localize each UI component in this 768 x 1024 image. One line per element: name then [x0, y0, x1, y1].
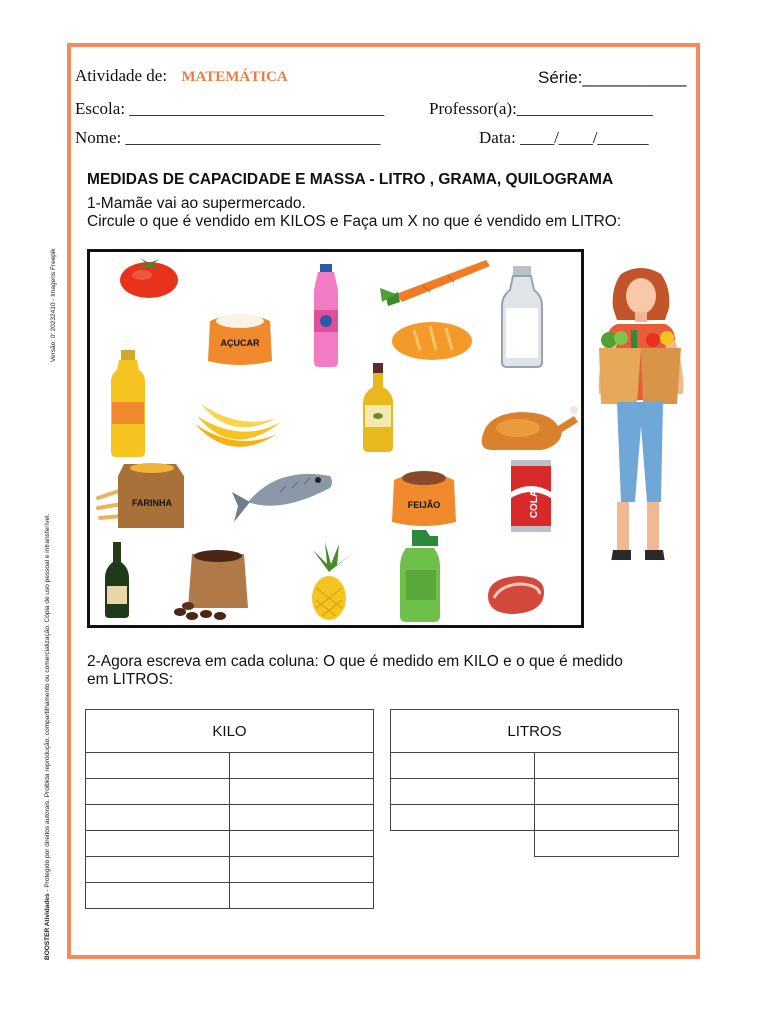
products-image-box: [87, 249, 584, 628]
flour-label: FARINHA: [132, 498, 172, 508]
rights-text: - Protegido por direitos autorais. Proibida reprodução, compartilhamento ou comercialização. Cópia de uso pessoal e intransferível.: [44, 513, 51, 892]
fish-image[interactable]: [230, 462, 334, 530]
carrot-image[interactable]: [378, 258, 490, 308]
oil-bottle-image[interactable]: [108, 350, 148, 458]
question-2-line-2: em LITROS:: [87, 671, 174, 688]
version-notice: Versão: 0' 20232410 - Imagens Freepik: [50, 248, 57, 362]
milk-bottle-image[interactable]: [500, 266, 544, 368]
soda-bottle-image[interactable]: [307, 264, 345, 368]
kilo-cell[interactable]: [230, 805, 374, 831]
kilo-cell[interactable]: [86, 753, 230, 779]
pineapple-image[interactable]: [304, 542, 354, 622]
nome-field[interactable]: Nome: ______________________________: [75, 128, 381, 147]
litros-table-header: LITROS: [391, 710, 679, 753]
flour-bag-image[interactable]: [96, 458, 188, 532]
sugar-bag-image[interactable]: [206, 309, 274, 367]
activity-line: [75, 66, 288, 86]
activity-label: Atividade de:: [75, 66, 168, 85]
beans-label: FEIJÃO: [407, 500, 441, 510]
bread-image[interactable]: [390, 320, 474, 362]
kilo-cell[interactable]: [230, 779, 374, 805]
beans-bag-image[interactable]: [390, 466, 458, 528]
escola-field[interactable]: Escola: ______________________________: [75, 99, 385, 118]
cola-can-image[interactable]: [509, 458, 553, 534]
copyright-notice: [44, 514, 51, 960]
cola-label: COLA: [529, 489, 540, 519]
roast-chicken-image[interactable]: [478, 402, 578, 452]
litros-blank: [391, 831, 535, 857]
meat-steak-image[interactable]: [484, 572, 546, 616]
serie-field[interactable]: Série:___________: [538, 68, 687, 87]
kilo-cell[interactable]: [230, 831, 374, 857]
kilo-cell[interactable]: [230, 753, 374, 779]
kilo-cell[interactable]: [86, 831, 230, 857]
subject-name: MATEMÁTICA: [181, 69, 288, 85]
litros-table: [390, 709, 679, 857]
kilo-cell[interactable]: [230, 857, 374, 883]
question-1-instruction: Circule o que é vendido em KILOS e Faça um X no que é vendido em LITRO:: [87, 213, 622, 230]
banana-image[interactable]: [193, 398, 283, 454]
kilo-table-header: KILO: [86, 710, 374, 753]
kilo-cell[interactable]: [86, 779, 230, 805]
brand-name: BOOSTER Atividades: [44, 893, 51, 960]
professor-field[interactable]: Professor(a):________________: [429, 99, 653, 118]
litros-cell[interactable]: [391, 779, 535, 805]
litros-cell[interactable]: [535, 805, 679, 831]
litros-cell[interactable]: [535, 779, 679, 805]
worksheet-title: MEDIDAS DE CAPACIDADE E MASSA - LITRO , GRAMA, QUILOGRAMA: [87, 171, 614, 188]
kilo-cell[interactable]: [86, 857, 230, 883]
olive-oil-image[interactable]: [361, 363, 395, 453]
kilo-table: [85, 709, 374, 909]
litros-cell[interactable]: [391, 805, 535, 831]
tomato-image[interactable]: [118, 255, 180, 299]
kilo-cell[interactable]: [86, 805, 230, 831]
kilo-cell[interactable]: [86, 883, 230, 909]
data-field[interactable]: Data: ____/____/______: [479, 128, 649, 147]
wine-bottle-image[interactable]: [104, 542, 130, 618]
litros-cell[interactable]: [535, 753, 679, 779]
question-2-line-1: 2-Agora escreva em cada coluna: O que é medido em KILO e o que é medido: [87, 653, 623, 670]
detergent-bottle-image[interactable]: [398, 530, 444, 624]
litros-cell[interactable]: [391, 753, 535, 779]
question-1-intro: 1-Mamãe vai ao supermercado.: [87, 195, 306, 212]
coffee-bag-image[interactable]: [172, 546, 252, 622]
litros-cell[interactable]: [535, 831, 679, 857]
sugar-label: AÇUCAR: [220, 338, 260, 348]
kilo-cell[interactable]: [230, 883, 374, 909]
woman-shopper-image: [587, 268, 695, 585]
